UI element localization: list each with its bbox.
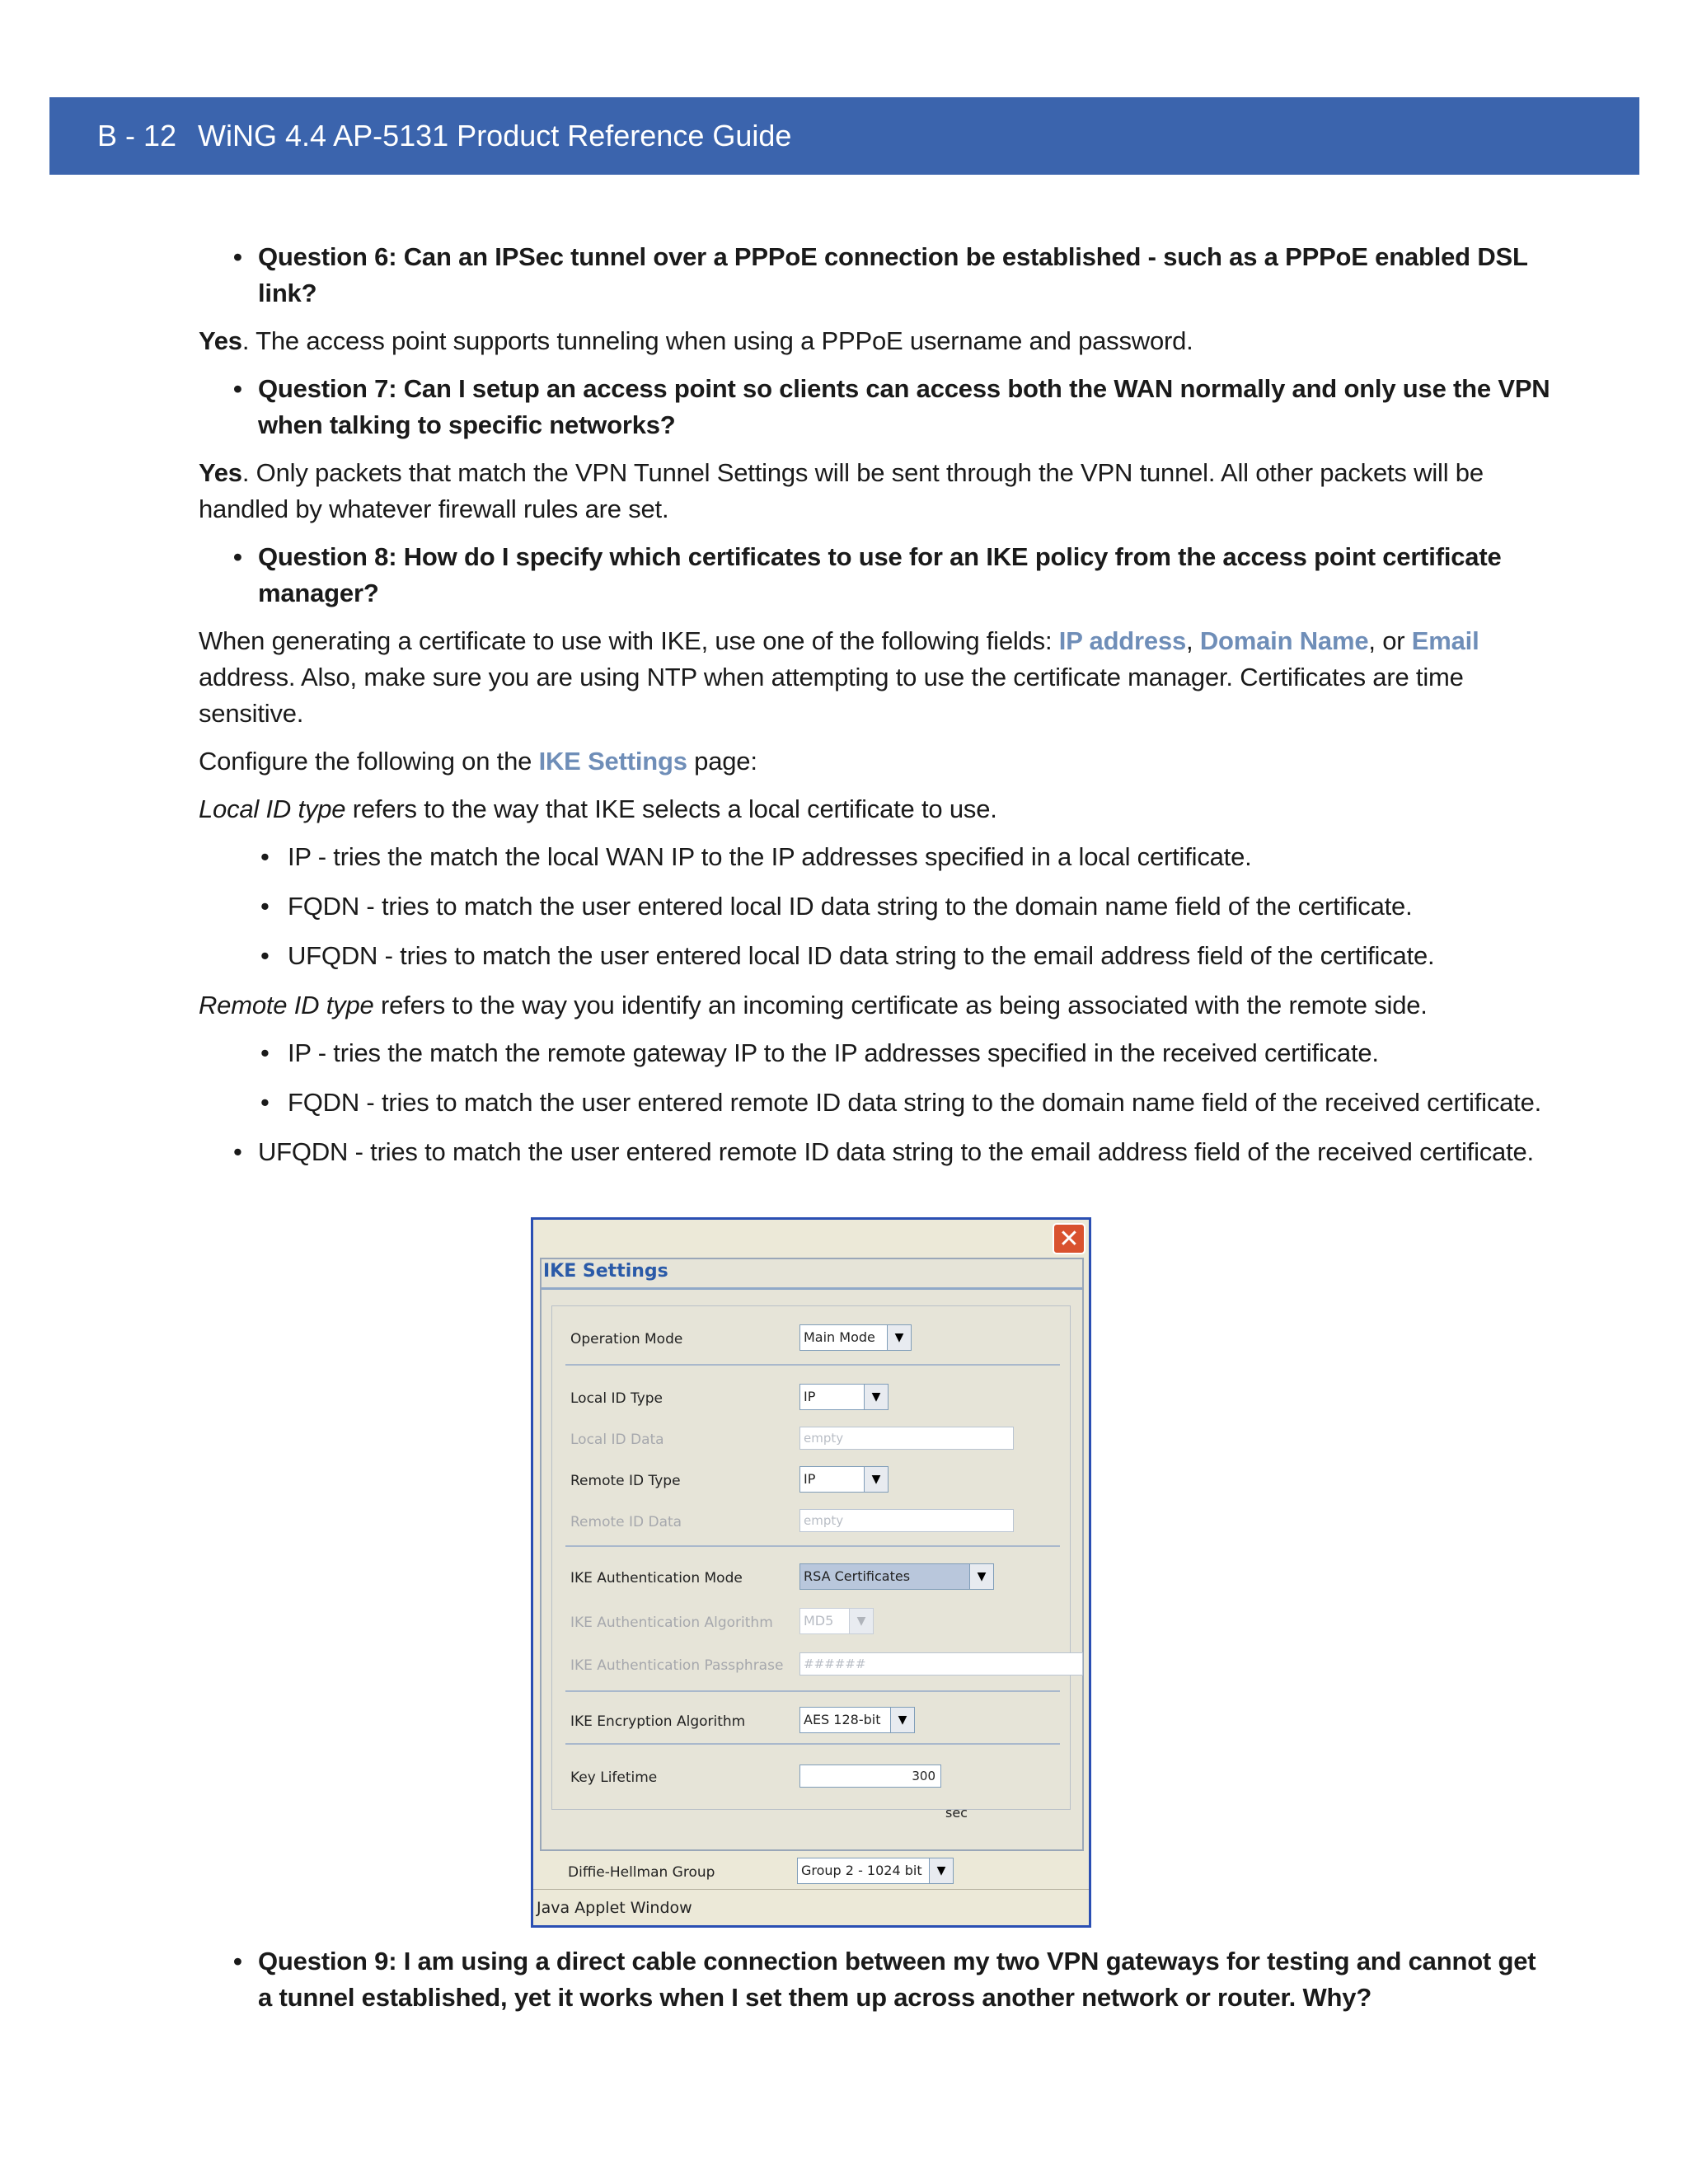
ike-settings-dialog	[531, 1217, 1091, 1928]
answer-7-text: . Only packets that match the VPN Tunnel Settings will be sent through the VPN tunnel. All other packets will be handled by whatever firewall rules are set.	[199, 458, 1484, 523]
question-9-block	[199, 1943, 1550, 2016]
answer-7-yes: Yes	[199, 458, 242, 487]
remote-id-data-input[interactable]: empty	[799, 1509, 1014, 1532]
page-header	[49, 97, 1639, 175]
auth-mode-value: RSA Certificates	[804, 1568, 911, 1584]
remote-id-type-label: Remote ID Type	[570, 1473, 681, 1489]
answer-6-yes: Yes	[199, 326, 242, 355]
configure-text-2: page:	[687, 747, 757, 776]
ike-settings-link[interactable]: IKE Settings	[538, 747, 687, 776]
chevron-down-icon: ▼	[849, 1609, 873, 1633]
question-9: • Question 9: I am using a direct cable connection between my two VPN gateways for testing and cannot get a tunnel established, yet it works when I set them up across another network or router. Why?	[199, 1943, 1550, 2016]
chevron-down-icon: ▼	[929, 1858, 953, 1883]
guide-title: WiNG 4.4 AP-5131 Product Reference Guide	[198, 119, 792, 152]
applet-status-bar: Java Applet Window	[533, 1889, 1089, 1925]
key-lifetime-label: Key Lifetime	[570, 1769, 658, 1786]
auth-algorithm-select[interactable]	[799, 1608, 874, 1634]
question-8: • Question 8: How do I specify which certificates to use for an IKE policy from the access point certificate manager?	[199, 539, 1550, 612]
remote-item-ufqdn: • UFQDN - tries to match the user entered remote ID data string to the email address field of the received certificate.	[199, 1134, 1550, 1170]
email-link[interactable]: Email	[1411, 626, 1479, 655]
key-lifetime-input[interactable]: 300	[799, 1765, 941, 1788]
separator-1: ,	[1186, 626, 1200, 655]
dh-group-value: Group 2 - 1024 bit	[801, 1863, 922, 1878]
local-id-data-input[interactable]: empty	[799, 1427, 1014, 1450]
operation-mode-value: Main Mode	[804, 1329, 875, 1345]
encryption-algorithm-value: AES 128-bit	[804, 1712, 881, 1727]
local-id-type-value: IP	[804, 1389, 816, 1404]
local-id-type-text: refers to the way that IKE selects a local certificate to use.	[345, 794, 997, 823]
encryption-algorithm-label: IKE Encryption Algorithm	[570, 1713, 746, 1730]
remote-id-type-text: refers to the way you identify an incoming certificate as being associated with the remote side.	[373, 991, 1428, 1019]
page-number: B - 12	[97, 119, 177, 152]
answer-6-text: . The access point supports tunneling when using a PPPoE username and password.	[241, 326, 1193, 355]
document-body	[199, 239, 1550, 1183]
local-id-type-select[interactable]	[799, 1384, 889, 1410]
auth-passphrase-label: IKE Authentication Passphrase	[570, 1657, 784, 1674]
divider	[565, 1364, 1060, 1366]
remote-id-type-term: Remote ID type	[199, 991, 374, 1019]
ike-settings-panel	[540, 1258, 1084, 1851]
answer-8-text-1: When generating a certificate to use with IKE, use one of the following fields:	[199, 626, 1059, 655]
remote-item-ip: • IP - tries the match the remote gateway IP to the IP addresses specified in the received certificate.	[199, 1035, 1550, 1071]
auth-algorithm-label: IKE Authentication Algorithm	[570, 1615, 773, 1631]
answer-8-text-2: address. Also, make sure you are using NTP when attempting to use the certificate manager. Certificates are time sensitive.	[199, 663, 1464, 728]
chevron-down-icon: ▼	[864, 1467, 888, 1492]
local-item-ufqdn: • UFQDN - tries to match the user entered local ID data string to the email address field of the certificate.	[199, 938, 1550, 974]
chevron-down-icon: ▼	[864, 1385, 888, 1409]
configure-line	[199, 743, 1550, 780]
answer-7	[199, 455, 1550, 527]
auth-mode-label: IKE Authentication Mode	[570, 1570, 743, 1586]
operation-mode-select[interactable]	[799, 1324, 912, 1351]
chevron-down-icon: ▼	[887, 1325, 911, 1350]
separator-2: , or	[1368, 626, 1412, 655]
remote-id-type-value: IP	[804, 1471, 816, 1487]
encryption-algorithm-select[interactable]	[799, 1707, 915, 1733]
local-item-fqdn: • FQDN - tries to match the user entered local ID data string to the domain name field of the certificate.	[199, 888, 1550, 925]
remote-item-fqdn: • FQDN - tries to match the user entered remote ID data string to the domain name field of the received certificate.	[199, 1085, 1550, 1121]
remote-id-data-label: Remote ID Data	[570, 1514, 682, 1530]
local-id-type-desc	[199, 791, 1550, 827]
operation-mode-label: Operation Mode	[570, 1331, 683, 1347]
auth-mode-select[interactable]	[799, 1563, 994, 1590]
answer-6	[199, 323, 1550, 359]
local-item-ip: • IP - tries the match the local WAN IP to the IP addresses specified in a local certificate.	[199, 839, 1550, 875]
panel-title: IKE Settings	[543, 1261, 668, 1282]
remote-id-type-desc	[199, 987, 1550, 1024]
divider	[565, 1545, 1060, 1547]
question-7: • Question 7: Can I setup an access point so clients can access both the WAN normally and only use the VPN when talking to specific networks?	[199, 371, 1550, 443]
chevron-down-icon: ▼	[969, 1564, 993, 1589]
local-id-type-label: Local ID Type	[570, 1390, 663, 1407]
close-icon[interactable]: ✕	[1053, 1223, 1085, 1254]
settings-group	[551, 1305, 1071, 1810]
answer-8-generating	[199, 623, 1550, 732]
dh-group-select[interactable]	[797, 1858, 954, 1884]
local-id-type-term: Local ID type	[199, 794, 346, 823]
key-lifetime-unit: sec	[945, 1805, 968, 1821]
remote-id-type-select[interactable]	[799, 1466, 889, 1493]
domain-name-link[interactable]: Domain Name	[1199, 626, 1369, 655]
auth-passphrase-input[interactable]: ######	[799, 1652, 1083, 1675]
configure-text-1: Configure the following on the	[199, 747, 539, 776]
auth-algorithm-value: MD5	[804, 1613, 834, 1629]
dh-group-label: Diffie-Hellman Group	[568, 1864, 715, 1881]
ip-address-link[interactable]: IP address	[1058, 626, 1187, 655]
question-6: • Question 6: Can an IPSec tunnel over a PPPoE connection be established - such as a PPPoE enabled DSL link?	[199, 239, 1550, 312]
title-divider	[542, 1287, 1082, 1290]
divider	[565, 1690, 1060, 1692]
divider	[565, 1743, 1060, 1745]
local-id-data-label: Local ID Data	[570, 1432, 664, 1448]
chevron-down-icon: ▼	[890, 1708, 914, 1732]
